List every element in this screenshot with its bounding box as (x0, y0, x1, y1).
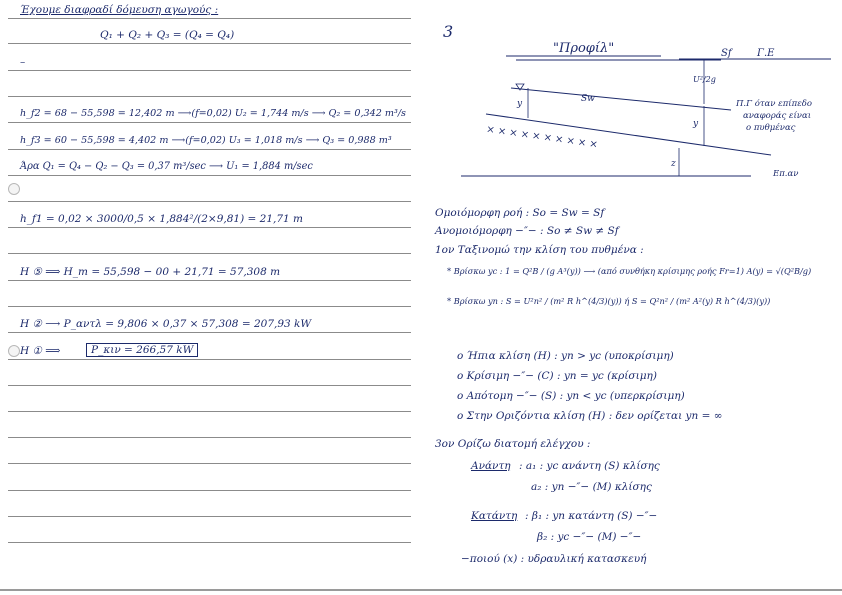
label-ep-av: Επ.αν (773, 169, 799, 179)
upstream-case-a2: a₂ : yn −″− (M) κλίσης (531, 481, 652, 493)
uniform-flow: Ομοιόμορφη ροή : So = Sw = Sf (435, 207, 605, 219)
q1-calculation: Άρα Q₁ = Q₄ − Q₂ − Q₃ = 0,37 m³/sec ⟶ U₁ = 1,884 m/sec (20, 161, 313, 172)
upstream-label: Ανάντη (471, 460, 511, 472)
label-sf: Sf (721, 48, 732, 59)
downstream-case-b2: β₂ : yc −″− (M) −″− (537, 531, 642, 543)
nonuniform-flow: Ανομοιόμορφη −″− : So ≠ Sw ≠ Sf (435, 225, 619, 237)
bed-hatching: × × × × × × × × × × (485, 124, 599, 151)
water-surface (511, 88, 731, 110)
node1-label: H ① ⟹ (20, 345, 61, 357)
label-sw: Sw (581, 94, 595, 104)
node2-pump-power: H ② ⟶ P_αντλ = 9,806 × 0,37 × 57,308 = 207,93 kW (20, 318, 312, 330)
step-3-control-section: 3ον Ορίζω διατομή ελέγχου : (435, 438, 591, 450)
label-z: z (671, 159, 676, 169)
right-page (421, 0, 842, 595)
diagram-title: "Προφίλ" (553, 41, 615, 56)
node5-head: H ⑤ ⟹ H_m = 55,598 − 00 + 21,71 = 57,308 m (20, 266, 281, 278)
punch-hole (8, 345, 20, 357)
punch-hole (8, 183, 20, 195)
page-bottom-edge (0, 589, 842, 591)
steep-slope: o Απότομη −″− (S) : yn < yc (υπερκρίσιμη) (457, 390, 685, 402)
label-y-1: y (517, 99, 523, 109)
upstream-case-a1: : a₁ : yc ανάντη (S) κλίσης (519, 460, 660, 472)
horizontal-slope: o Στην Οριζόντια κλίση (H) : δεν ορίζεται yn = ∞ (457, 410, 723, 422)
label-velocity-head: U²/2g (693, 75, 716, 84)
step-1-bed-slope: 1ον Ταξινομώ την κλίση του πυθμένα : (435, 244, 644, 256)
node1-motor-power: P_κιν = 266,57 kW (86, 343, 198, 357)
dash-mark: – (20, 56, 26, 68)
heading: Έχουμε διαφραδί δόμευση αγωγούς : (20, 4, 219, 16)
hf3-calculation: h_f3 = 60 − 55,598 = 4,402 m ⟶(f=0,02) U₃ = 1,018 m/s ⟶ Q₃ = 0,988 m³ (20, 135, 392, 146)
continuity-equation: Q₁ + Q₂ + Q₃ = (Q₄ = Q₄) (100, 29, 235, 41)
find-normal-depth: * Βρίσκω yn : S = U²n² / (m² R h^(4/3)(y)) ή S = Q²n² / (m² A²(y) R h^(4/3)(y)) (447, 296, 771, 306)
label-ge: Γ.Ε (757, 48, 775, 59)
hydraulic-structure: −ποιού (x) : υδραυλική κατασκευή (461, 553, 647, 565)
label-y-2: y (693, 119, 699, 129)
critical-slope: o Κρίσιμη −″− (C) : yn = yc (κρίσιμη) (457, 370, 657, 382)
hf1-calculation: h_f1 = 0,02 × 3000/0,5 × 1,884²/(2×9,81) = 21,71 m (20, 213, 304, 225)
page-number: 3 (443, 22, 454, 41)
mild-slope: o Ήπια κλίση (H) : yn > yc (υποκρίσιμη) (457, 350, 674, 362)
note-line-2: αναφοράς είναι (743, 111, 812, 121)
downstream-case-b1: : β₁ : yn κατάντη (S) −″− (525, 510, 658, 522)
note-line-1: Π.Γ όταν επίπεδο (736, 99, 813, 109)
downstream-label: Κατάντη (471, 510, 518, 522)
find-critical-depth: * Βρίσκω yc : 1 = Q²B / (g A³(y)) ⟶ (από συνθήκη κρίσιμης ροής Fr=1) A(y) = √(Q²B/g) (447, 266, 812, 276)
flow-profile-diagram (421, 0, 842, 190)
hf2-calculation: h_f2 = 68 − 55,598 = 12,402 m ⟶(f=0,02) U₂ = 1,744 m/s ⟶ Q₂ = 0,342 m³/s (20, 108, 406, 119)
note-line-3: ο πυθμένας (746, 123, 796, 133)
